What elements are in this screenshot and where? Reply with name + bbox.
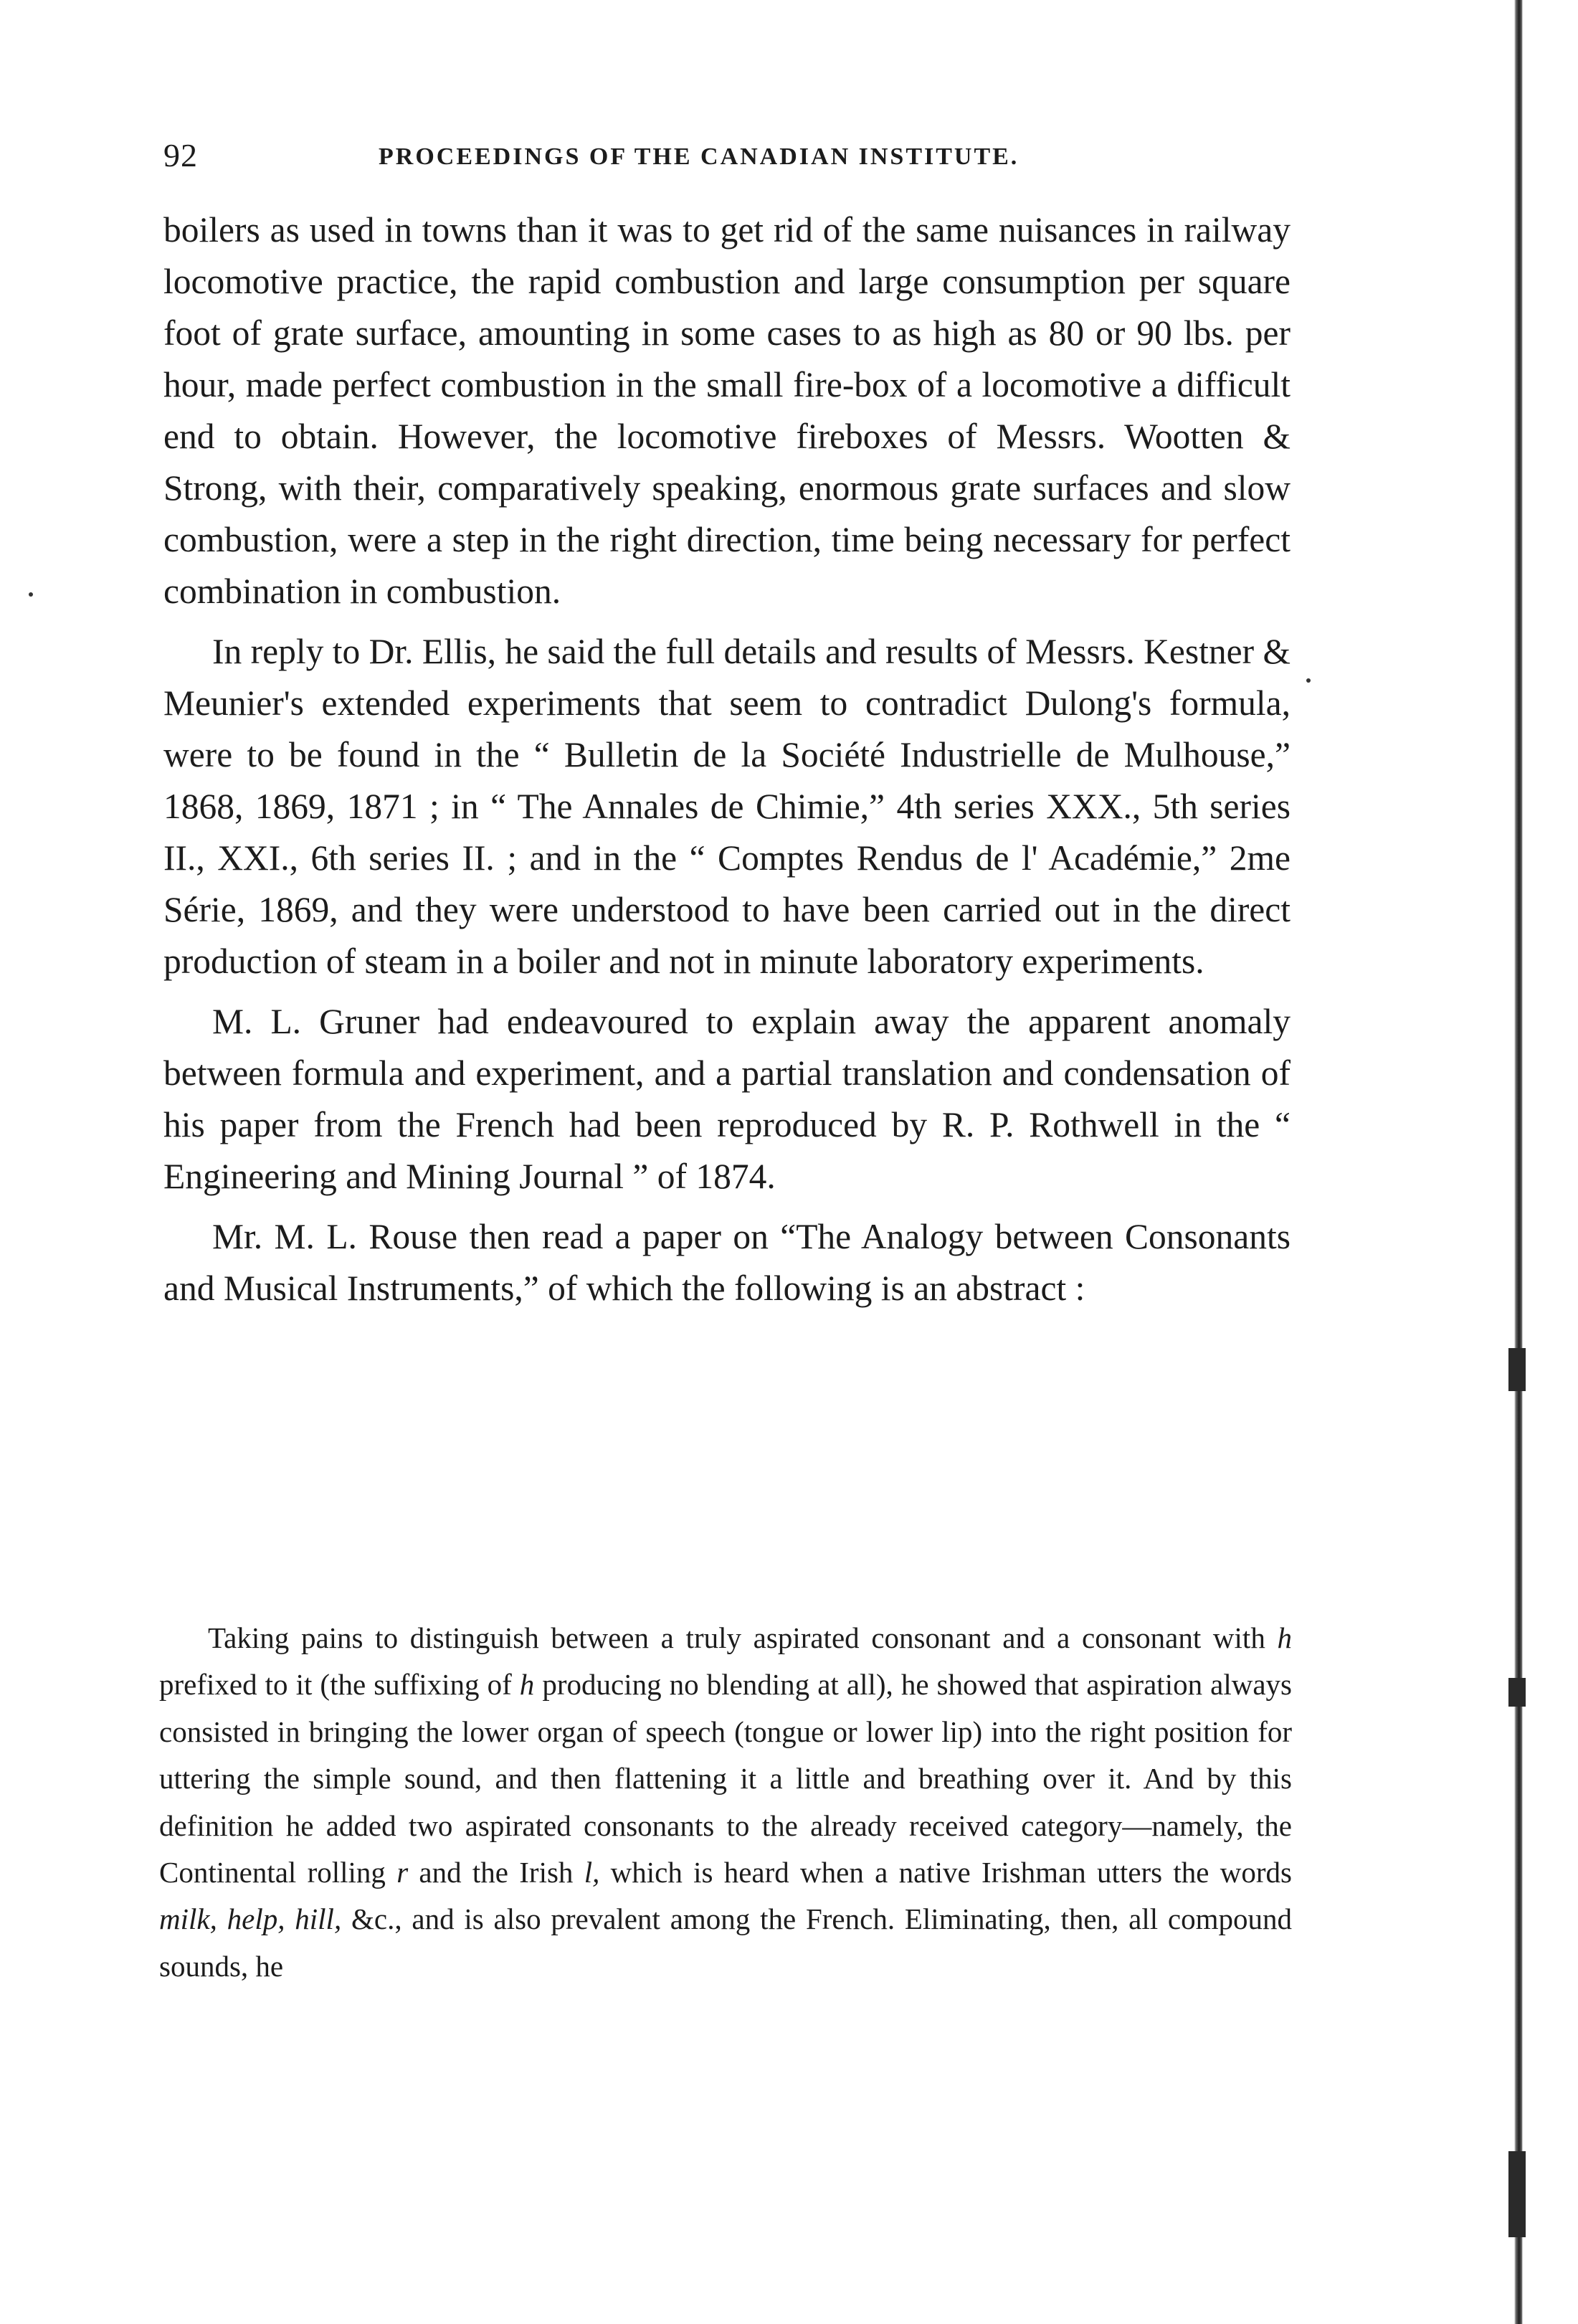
paragraph-gruner: M. L. Gruner had endeavoured to explain away the apparent anomaly between formula and experiment, and a partial translation and condensation of his paper from the French had been reproduced by R. P. Rothwell in the “ Engineering and Mining Journal ” of 1874. bbox=[163, 1002, 1291, 1196]
paragraph-continuation: boilers as used in towns than it was to get rid of the same nuisances in railway locomotive practice, the rapid combustion and large consumption per square foot of grate surface, amounting in some cases to as high as 80 or 90 lbs. per hour, made perfect combustion in the small fire-box of a locomotive a difficult end to obtain. However, the locomotive fireboxes of Messrs. Wootten & Strong, with their, comparatively speaking, enormous grate surfaces and slow combustion, were a step in the right direction, time being necessary for perfect combination in combustion. bbox=[163, 210, 1291, 611]
paragraph-reply-ellis: In reply to Dr. Ellis, he said the full details and results of Messrs. Kestner & Meunier's extended experiments that seem to contradict Dulong's formula, were to be found in the “ Bulletin de la Société Industrielle de Mulhouse,” 1868, 1869, 1871 ; in “ The Annales de Chimie,” 4th series XXX., 5th series II., XXI., 6th series II. ; and in the “ Comptes Rendus de l' Académie,” 2me Série, 1869, and they were understood to have been carried out in the direct production of steam in a boiler and not in minute laboratory experiments. bbox=[163, 632, 1291, 981]
running-head: PROCEEDINGS OF THE CANADIAN INSTITUTE. bbox=[379, 143, 1019, 170]
binding-mark bbox=[1508, 1678, 1526, 1707]
binding-mark bbox=[1508, 1348, 1526, 1391]
page-number: 92 bbox=[163, 137, 198, 174]
stray-ink-mark bbox=[29, 592, 33, 597]
paragraph-rouse-intro: Mr. M. L. Rouse then read a paper on “The Analogy between Consonants and Musical Instruments,” of which the following is an abstract : bbox=[163, 1217, 1291, 1308]
binding-mark bbox=[1508, 2151, 1526, 2237]
abstract-text: Taking pains to distinguish between a truly aspirated consonant and a consonant with h prefixed to it (the suffixing of h producing no blending at all), he showed that aspiration always consisted in bringing the lower organ of speech (tongue or lower lip) into the right position for uttering the simple sound, and then flattening it a little and breathing over it. And by this definition he added two aspirated consonants to the already received category—namely, the Continental rolling r and the Irish l, which is heard when a native Irishman utters the words milk, help, hill, &c., and is also prevalent among the French. Eliminating, then, all compound sounds, he bbox=[159, 1621, 1292, 1983]
page-header bbox=[163, 136, 1275, 179]
page-binding-edge bbox=[1514, 0, 1523, 2324]
body-text bbox=[163, 204, 1291, 1314]
stray-ink-mark bbox=[1306, 678, 1311, 683]
